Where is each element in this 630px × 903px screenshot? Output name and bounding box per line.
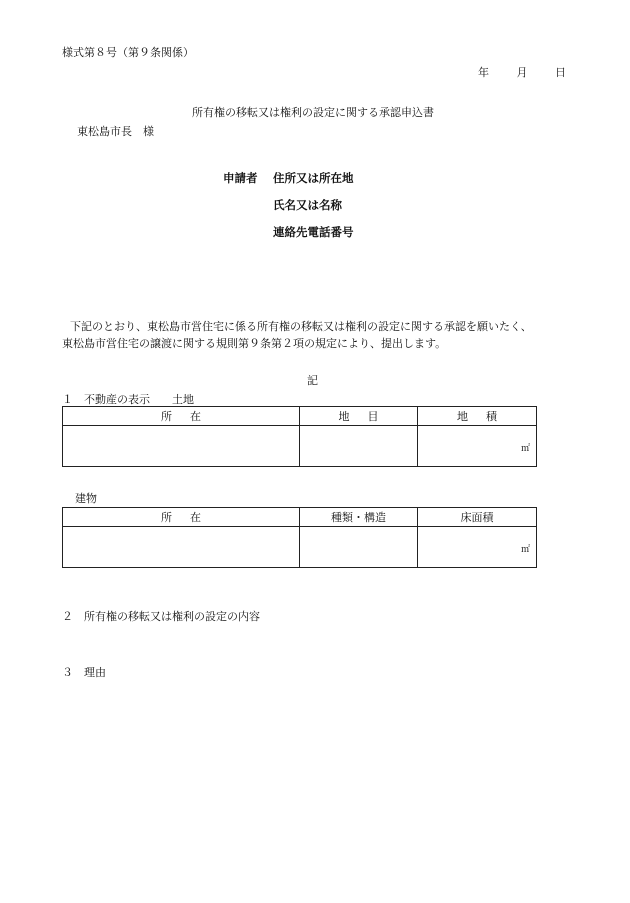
- ki-heading: 記: [307, 374, 318, 387]
- land-category-cell: [300, 426, 418, 467]
- date-line: [478, 64, 566, 80]
- date-month: 月: [516, 66, 528, 79]
- phone-label: 連絡先電話番号: [273, 225, 354, 239]
- land-area-unit: ㎡: [520, 444, 530, 454]
- building-header-type: 種類・構造: [300, 508, 418, 527]
- building-table-header: [63, 508, 537, 527]
- section2-heading: ２ 所有権の移転又は権利の設定の内容: [62, 610, 260, 623]
- date-year: 年: [478, 66, 489, 79]
- land-table: [62, 406, 537, 467]
- land-header-area: 地積: [418, 407, 537, 426]
- building-table: [62, 507, 537, 568]
- document-title: 所有権の移転又は権利の設定に関する承認申込書: [192, 106, 434, 119]
- land-header-location: 所在: [63, 407, 300, 426]
- applicant-label: 申請者: [223, 171, 258, 185]
- form-number: 様式第８号（第９条関係）: [62, 46, 194, 59]
- building-area-unit: ㎡: [520, 545, 530, 555]
- section1-heading: １ 不動産の表示 土地: [62, 393, 194, 406]
- land-table-header: [63, 407, 537, 426]
- body-line-2: 東松島市営住宅の譲渡に関する規則第９条第２項の規定により、提出します。: [62, 337, 447, 350]
- building-table-row: [63, 527, 537, 568]
- address-label: 住所又は所在地: [273, 171, 354, 185]
- building-label: 建物: [75, 492, 97, 505]
- name-label: 氏名又は名称: [273, 198, 342, 212]
- building-header-location: 所在: [63, 508, 300, 527]
- land-location-cell: [63, 426, 300, 467]
- land-header-category: 地目: [300, 407, 418, 426]
- building-header-floor-area: 床面積: [418, 508, 537, 527]
- body-line-1: 下記のとおり、東松島市営住宅に係る所有権の移転又は権利の設定に関する承認を願いたく、: [70, 320, 532, 333]
- building-type-cell: [300, 527, 418, 568]
- building-location-cell: [63, 527, 300, 568]
- addressee: 東松島市長 様: [77, 125, 154, 138]
- section3-heading: ３ 理由: [62, 666, 106, 679]
- land-table-row: [63, 426, 537, 467]
- land-area-cell: [418, 426, 537, 467]
- building-floor-area-cell: [418, 527, 537, 568]
- date-day: 日: [555, 66, 566, 79]
